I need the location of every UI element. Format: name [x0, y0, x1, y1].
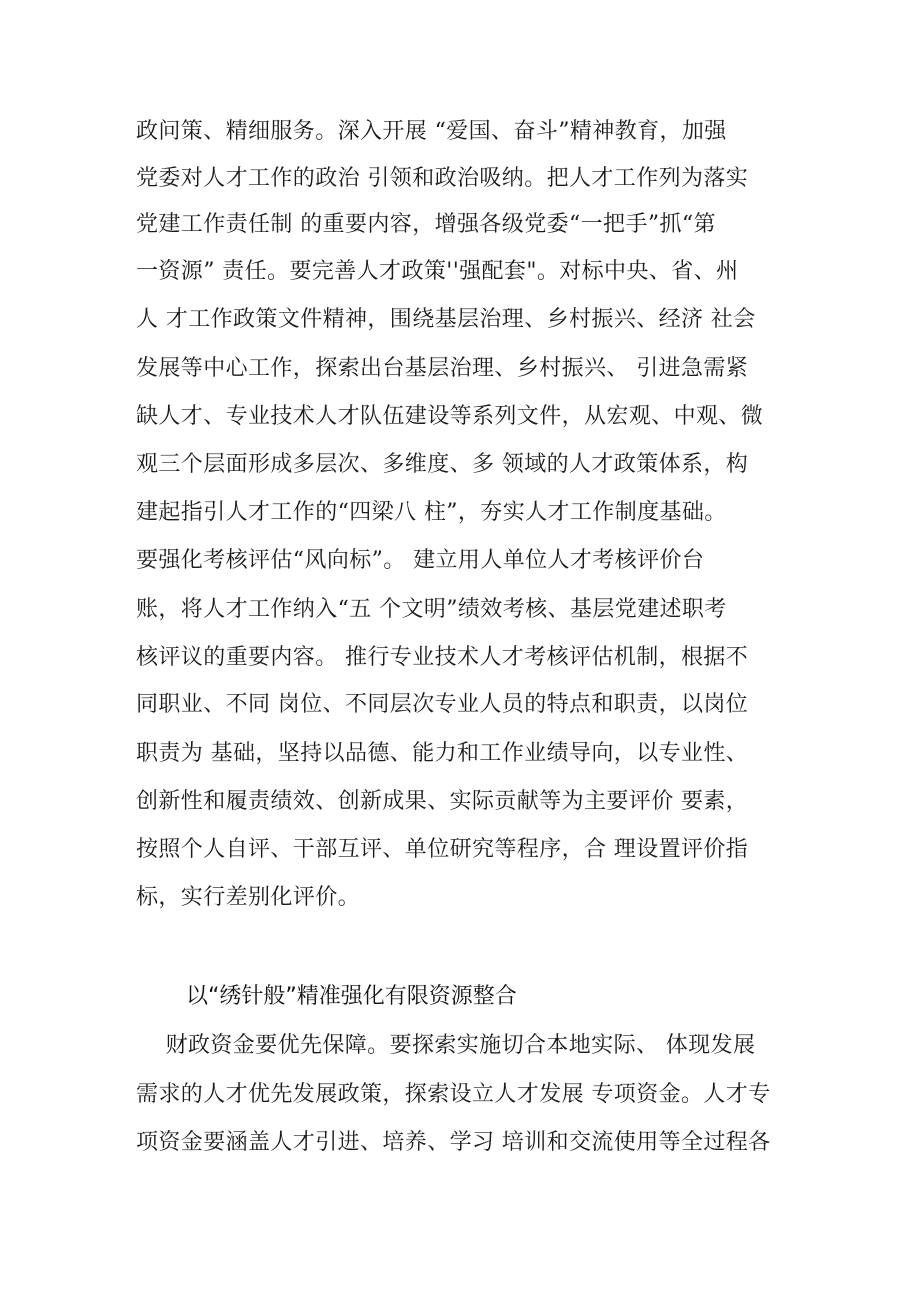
paragraph-line: 按照个人自评、干部互评、单位研究等程序，合 理设置评价指 [136, 837, 749, 862]
paragraph-line: 财政资金要优先保障。要探索实施切合本地实际、 体现发展 [136, 1033, 756, 1058]
paragraph-line: 项资金要涵盖人才引进、培养、学习 培训和交流使用等全过程各 [136, 1130, 771, 1155]
paragraph-line: 一资源” 责任。要完善人才政策''强配套"。对标中央、省、州 [136, 259, 739, 284]
paragraph-line: 同职业、不同 岗位、不同层次专业人员的特点和职责，以岗位 [136, 692, 749, 717]
paragraph-line: 党委对人才工作的政治 引领和政治吸纳。把人才工作列为落实 [136, 166, 749, 191]
paragraph-line: 核评议的重要内容。 推行专业技术人才考核评估机制，根据不 [136, 645, 749, 670]
paragraph-line: 缺人才、专业技术人才队伍建设等系列文件，从宏观、中观、微 [136, 404, 764, 429]
paragraph-line: 标，实行差别化评价。 [136, 885, 361, 910]
paragraph-line: 账，将人才工作纳入“五 个文明”绩效考核、基层党建述职考 [136, 597, 727, 622]
paragraph-line: 创新性和履责绩效、创新成果、实际贡献等为主要评价 要素， [136, 789, 749, 814]
paragraph-line: 建起指引人才工作的“四梁八 柱”，夯实人才工作制度基础。 [136, 500, 727, 525]
paragraph-line: 人 才工作政策文件精神，围绕基层治理、乡村振兴、经济 社会 [136, 307, 756, 332]
paragraph-line: 需求的人才优先发展政策，探索设立人才发展 专项资金。人才专 [136, 1082, 771, 1107]
paragraph-line: 发展等中心工作，探索出台基层治理、乡村振兴、 引进急需紧 [136, 356, 749, 381]
paragraph-line: 职责为 基础，坚持以品德、能力和工作业绩导向，以专业性、 [136, 741, 749, 766]
paragraph-line: 要强化考核评估“风向标”。 建立用人单位人才考核评价台 [136, 548, 705, 573]
paragraph-line: 观三个层面形成多层次、多维度、多 领域的人才政策体系，构 [136, 452, 749, 477]
paragraph-line: 党建工作责任制 的重要内容，增强各级党委“一把手”抓“第 [136, 212, 716, 237]
paragraph-line: 政问策、精细服务。深入开展 “爱国、奋斗”精神教育，加强 [136, 119, 727, 144]
section-heading: 以“绣针般”精准强化有限资源整合 [186, 984, 517, 1009]
